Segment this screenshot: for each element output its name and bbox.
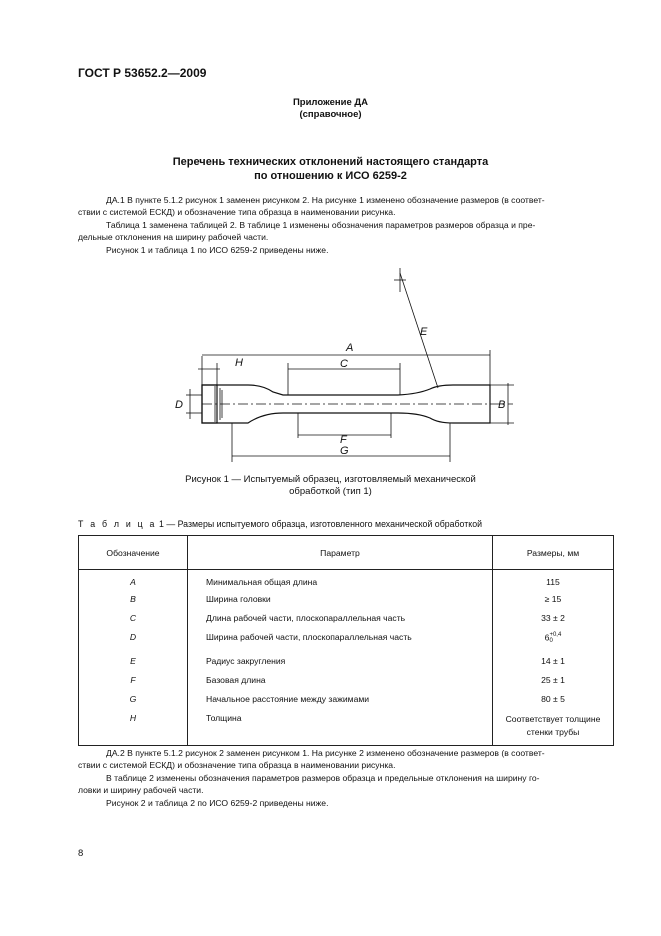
- dim-label-b: B: [498, 399, 506, 411]
- section-title-line1: Перечень технических отклонений настоящего стандарта: [172, 156, 489, 168]
- table-title: [78, 519, 482, 529]
- cell-value: [493, 713, 614, 746]
- cell-symbol: A: [79, 570, 188, 595]
- para-line: ствии с системой ЕСКД) и обозначение типа образца в наименовании рисунка.: [78, 760, 396, 771]
- figure-caption: [0, 474, 661, 498]
- cell-value: 25 ± 1: [493, 675, 614, 694]
- table-row: [79, 675, 614, 694]
- figure-caption-line1: Рисунок 1 — Испытуемый образец, изготовляемый механической: [185, 474, 476, 485]
- para-line: ствии с системой ЕСКД) и обозначение типа образца в наименовании рисунка.: [78, 207, 396, 218]
- header-designation: Обозначение: [79, 536, 188, 570]
- para-line: ловки и ширину рабочей части.: [78, 785, 204, 796]
- tolerance-upper: +0,4: [549, 632, 562, 638]
- dim-label-c: C: [340, 358, 348, 370]
- dim-label-d: D: [175, 399, 183, 411]
- cell-parameter: Ширина рабочей части, плоскопараллельная часть: [188, 632, 493, 656]
- cell-value: 14 ± 1: [493, 656, 614, 675]
- cell-symbol: H: [79, 713, 188, 746]
- table-title-text: — Размеры испытуемого образца, изготовленного механической обработкой: [166, 519, 483, 529]
- table-row: [79, 694, 614, 713]
- figure-caption-line2: обработкой (тип 1): [289, 486, 372, 497]
- tolerance-lower: 0: [549, 638, 553, 644]
- para-line: ДА.1 В пункте 5.1.2 рисунок 1 заменен рисунком 2. На рисунке 1 изменено обозначение размеров (в соответ-: [106, 195, 545, 205]
- paragraph-da2: [78, 747, 613, 809]
- annex-heading: [0, 97, 661, 121]
- dim-label-e: E: [420, 326, 428, 338]
- paragraph-da1: [78, 194, 613, 256]
- value-main: 6: [544, 632, 550, 643]
- cell-value: 80 ± 5: [493, 694, 614, 713]
- table-title-prefix: Т а б л и ц а: [78, 519, 157, 529]
- cell-symbol: B: [79, 594, 188, 613]
- cell-parameter: Начальное расстояние между зажимами: [188, 694, 493, 713]
- annex-title: Приложение ДА: [292, 97, 369, 108]
- table-row: [79, 570, 614, 595]
- header-dimensions: Размеры, мм: [493, 536, 614, 570]
- para-line: Рисунок 2 и таблица 2 по ИСО 6259-2 приведены ниже.: [106, 797, 329, 808]
- cell-symbol: G: [79, 694, 188, 713]
- table-row: [79, 713, 614, 746]
- cell-value: 115: [493, 570, 614, 595]
- value-tolerance: [549, 632, 561, 644]
- cell-symbol: C: [79, 613, 188, 632]
- document-code: ГОСТ Р 53652.2—2009: [78, 66, 207, 80]
- cell-parameter: Толщина: [188, 713, 493, 746]
- dim-label-a: A: [346, 342, 354, 354]
- dim-label-g: G: [340, 445, 349, 457]
- cell-symbol: E: [79, 656, 188, 675]
- cell-value: ≥ 15: [493, 594, 614, 613]
- para-line: ДА.2 В пункте 5.1.2 рисунок 2 заменен рисунком 1. На рисунке 2 изменено обозначение размеров (в соответ-: [106, 748, 545, 758]
- cell-symbol: F: [79, 675, 188, 694]
- cell-value: [493, 632, 614, 656]
- para-line: В таблице 2 изменены обозначения параметров размеров образца и предельные отклонения на ширину го-: [106, 772, 540, 783]
- cell-symbol: D: [79, 632, 188, 656]
- table-row: [79, 613, 614, 632]
- header-parameter: Параметр: [188, 536, 493, 570]
- table-header-row: [79, 536, 614, 570]
- cell-value: 33 ± 2: [493, 613, 614, 632]
- page-number: 8: [78, 848, 84, 859]
- specimen-drawing: [168, 268, 528, 468]
- dim-label-h: H: [235, 357, 243, 369]
- cell-parameter: Минимальная общая длина: [188, 570, 493, 595]
- table-title-number: 1: [159, 519, 164, 529]
- dim-label-f: F: [340, 434, 347, 446]
- annex-subtitle: (справочное): [299, 109, 362, 120]
- para-line: дельные отклонения на ширину рабочей части.: [78, 232, 269, 243]
- para-line: Таблица 1 заменена таблицей 2. В таблице 1 изменены обозначения параметров размеров образца и пре-: [106, 219, 536, 230]
- para-line: Рисунок 1 и таблица 1 по ИСО 6259-2 приведены ниже.: [106, 244, 329, 255]
- table-row: [79, 594, 614, 613]
- cell-parameter: Ширина головки: [188, 594, 493, 613]
- section-title: [0, 155, 661, 183]
- table-row: [79, 632, 614, 656]
- cell-parameter: Длина рабочей части, плоскопараллельная часть: [188, 613, 493, 632]
- section-title-line2: по отношению к ИСО 6259-2: [254, 170, 407, 182]
- value-line2: стенки трубы: [526, 727, 580, 737]
- table-row: [79, 656, 614, 675]
- value-line1: Соответствует толщине: [505, 714, 601, 724]
- cell-parameter: Радиус закругления: [188, 656, 493, 675]
- cell-parameter: Базовая длина: [188, 675, 493, 694]
- dimensions-table: [78, 535, 614, 746]
